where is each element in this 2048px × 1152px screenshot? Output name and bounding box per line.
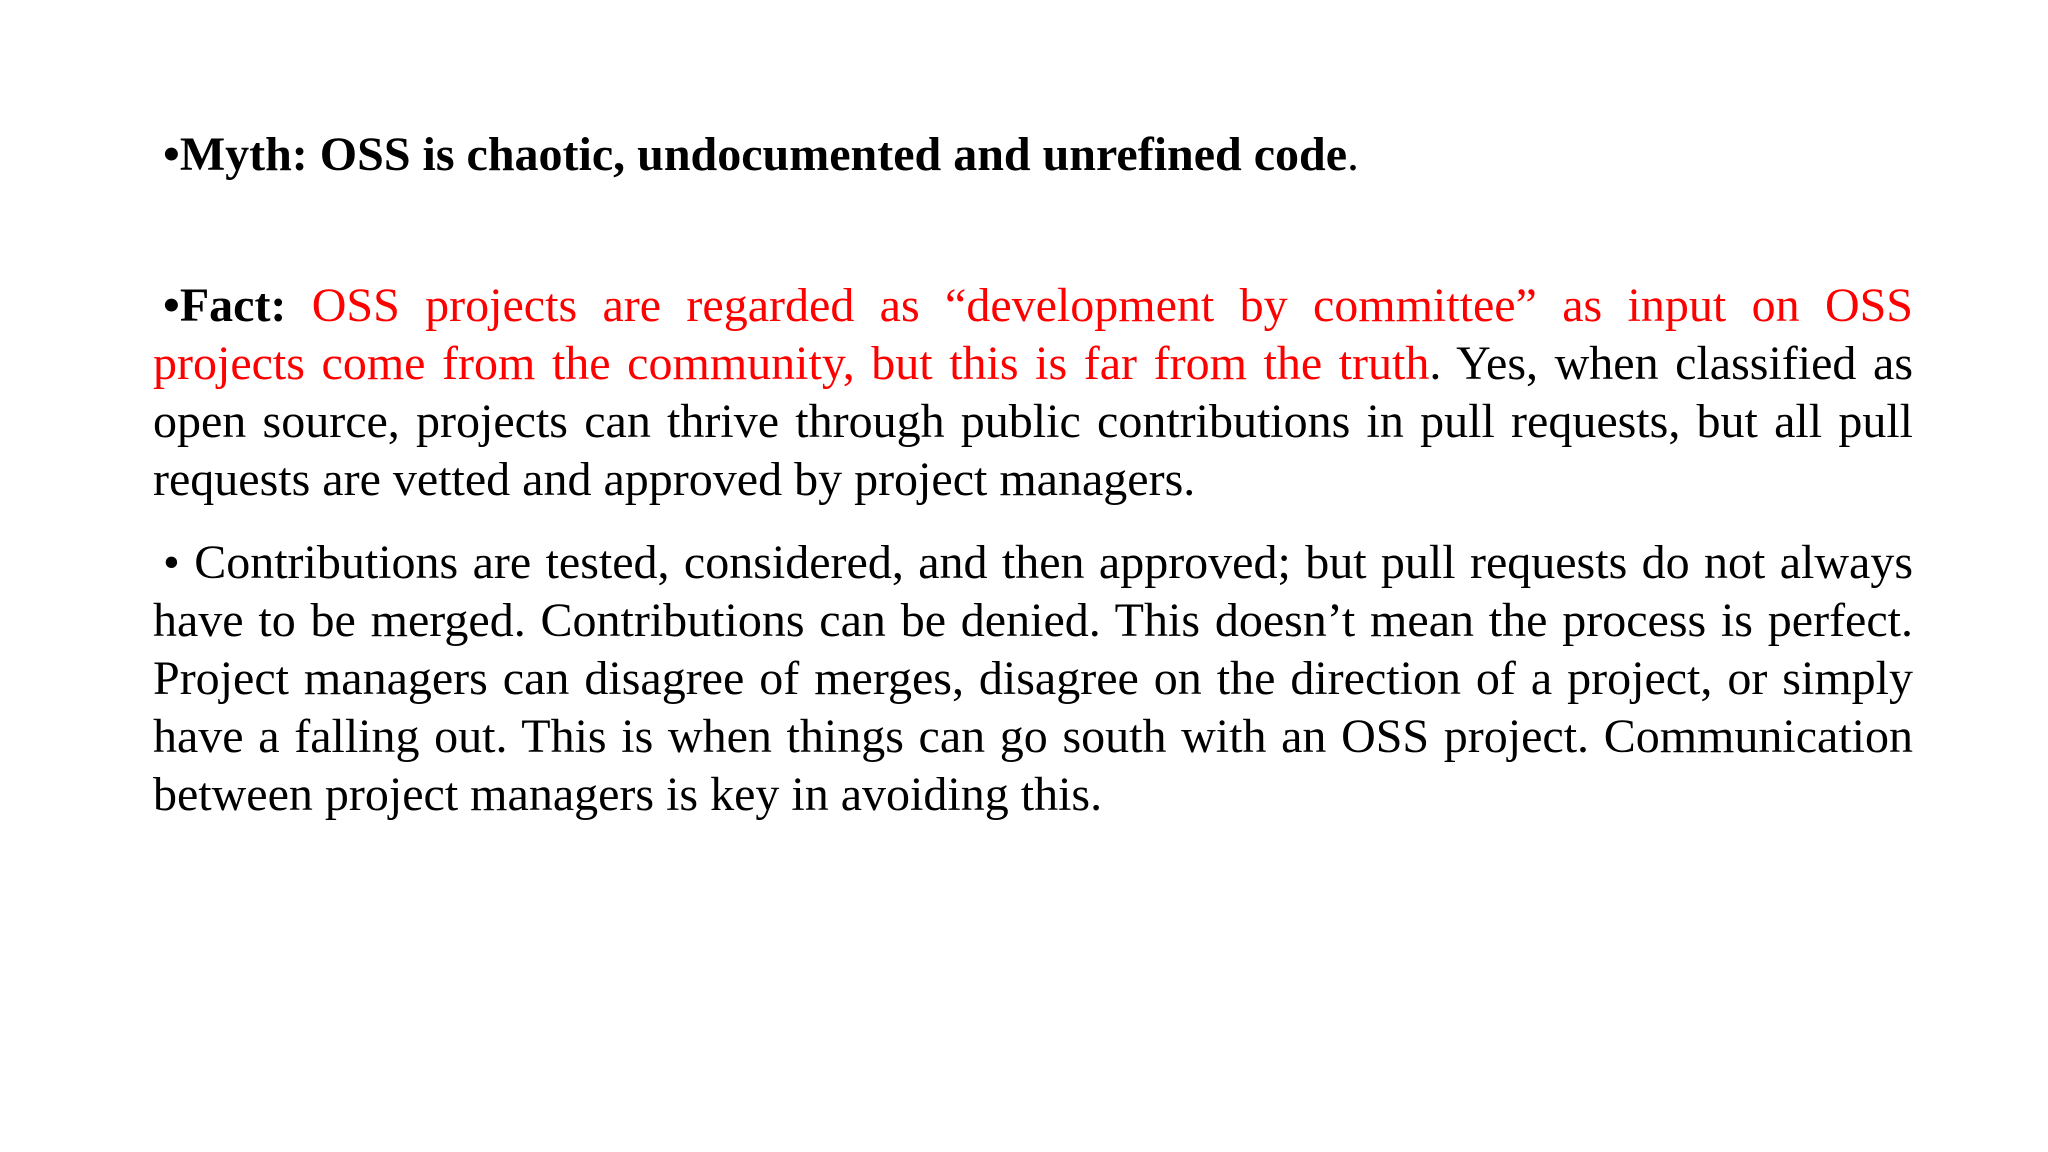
- fact-label: Fact:: [179, 279, 287, 332]
- contributions-bullet: •: [163, 536, 180, 589]
- myth-bullet: •: [163, 128, 180, 181]
- fact-rest: . Yes, when classified as open source, projects can thrive through public contributions in pull requests, but all pull requests are vetted and approved by project managers.: [153, 337, 1913, 506]
- contributions-paragraph: [153, 534, 1913, 824]
- contributions-text: Contributions are tested, considered, and then approved; but pull requests do not always have to be merged. Contributions can be denied. This doesn’t mean the process is perfect. Project managers can disagree of merges, disagree on the direction of a project, or simply have a falling out. This is when things can go south with an OSS project. Communication between project managers is key in avoiding this.: [153, 536, 1914, 821]
- myth-paragraph: [153, 126, 1913, 184]
- myth-end: .: [1347, 128, 1360, 181]
- myth-label: Myth: OSS is chaotic, undocumented and unrefined code: [179, 128, 1348, 181]
- fact-bullet: •: [163, 279, 180, 332]
- fact-paragraph: [153, 277, 1913, 509]
- fact-highlight: OSS projects are regarded as “development by committee” as input on OSS projects come from the community, but this is far from the truth: [153, 279, 1914, 390]
